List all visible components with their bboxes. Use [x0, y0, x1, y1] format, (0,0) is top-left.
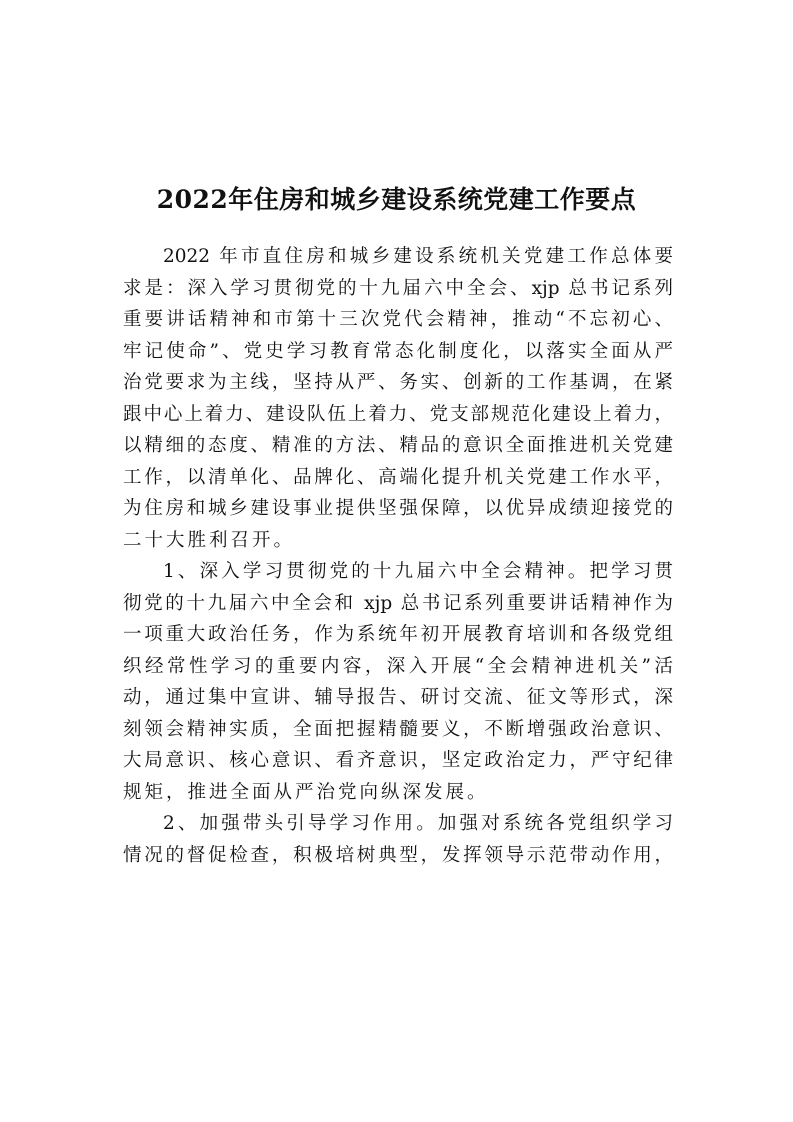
text-line: 大局意识、核心意识、看齐意识，坚定政治定力，严守纪律 — [123, 750, 673, 771]
text-line: 跟中心上着力、建设队伍上着力、党支部规范化建设上着力， — [123, 403, 673, 425]
text-line: 动，通过集中宣讲、辅导报告、研讨交流、征文等形式，深 — [123, 687, 673, 708]
document-title: 2022年住房和城乡建设系统党建工作要点 — [156, 185, 637, 214]
text-line: 2022 年市直住房和城乡建设系统机关党建工作总体要 — [163, 246, 673, 267]
text-line: 彻党的十九届六中全会和 xjp 总书记系列重要讲话精神作为 — [123, 592, 673, 614]
text-line: 求是：深入学习贯彻党的十九届六中全会、xjp 总书记系列 — [123, 277, 673, 299]
paragraph-section-1 — [123, 556, 673, 808]
text-line: 二十大胜利召开。 — [123, 529, 296, 551]
text-line: 刻领会精神实质，全面把握精髓要义，不断增强政治意识、 — [123, 718, 673, 740]
text-line: 织经常性学习的重要内容，深入开展“全会精神进机关”活 — [123, 655, 673, 677]
text-line: 情况的督促检查，积极培树典型，发挥领导示范带动作用， — [123, 844, 673, 866]
section-heading-line: 2、加强带头引导学习作用。加强对系统各党组织学习 — [163, 813, 673, 834]
text-line: 牢记使命”、党史学习教育常态化制度化，以落实全面从严 — [123, 340, 673, 362]
text-line: 为住房和城乡建设事业提供坚强保障，以优异成绩迎接党的 — [123, 498, 673, 519]
text-line: 以精细的态度、精准的方法、精品的意识全面推进机关党建 — [123, 435, 673, 456]
text-line: 一项重大政治任务，作为系统年初开展教育培训和各级党组 — [123, 624, 673, 645]
paragraph-intro — [123, 241, 673, 556]
document-body — [123, 241, 673, 871]
section-heading-line: 1、深入学习贯彻党的十九届六中全会精神。把学习贯 — [163, 561, 673, 582]
text-line: 工作，以清单化、品牌化、高端化提升机关党建工作水平， — [123, 466, 673, 488]
paragraph-section-2 — [123, 808, 673, 871]
text-line: 规矩，推进全面从严治党向纵深发展。 — [123, 781, 489, 803]
text-line: 治党要求为主线，坚持从严、务实、创新的工作基调，在紧 — [123, 372, 673, 393]
text-line: 重要讲话精神和市第十三次党代会精神，推动“不忘初心、 — [123, 309, 673, 330]
